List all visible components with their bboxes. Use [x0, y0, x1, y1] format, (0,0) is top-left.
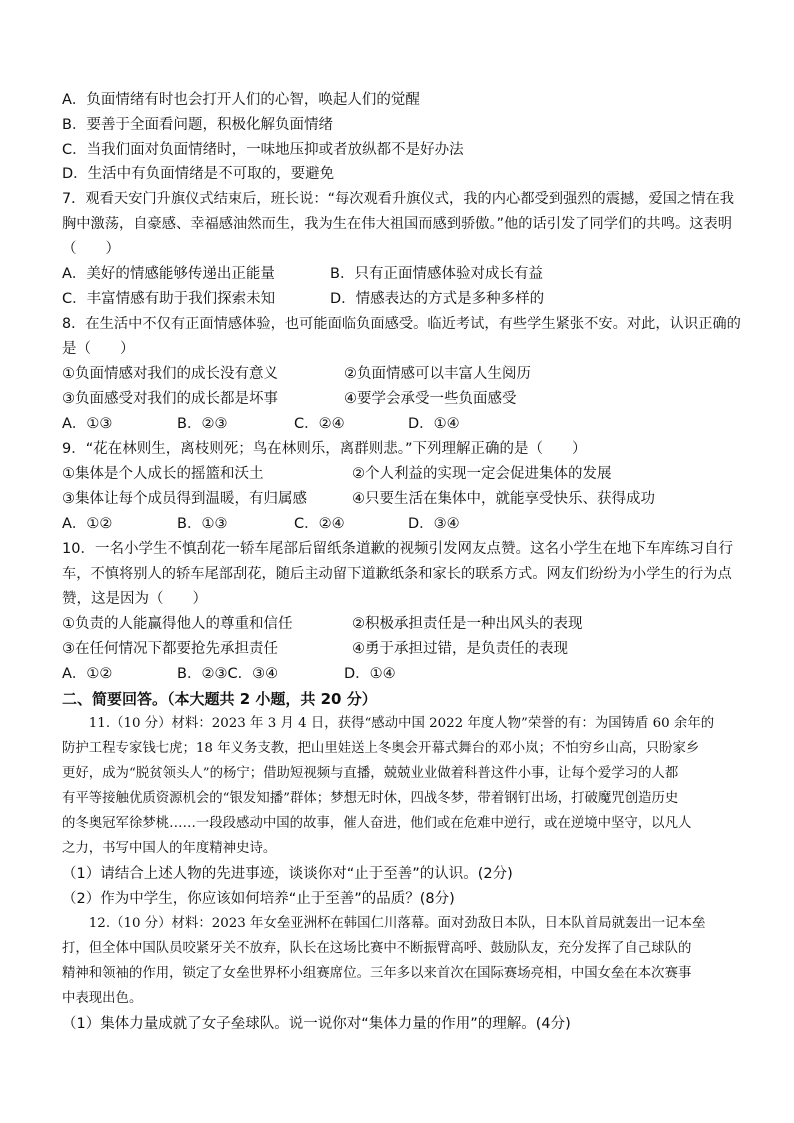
q7-stem-line2: 胸中激荡，自豪感、幸福感油然而生，我为生在伟大祖国而感到骄傲。”他的话引发了同学们的共鸣。这表明 — [62, 216, 733, 232]
q7-option-d: D．情感表达的方式是多种多样的 — [330, 291, 545, 307]
q8-option-c: C．②④ — [294, 416, 345, 432]
q12-material-line1: 12.（10 分）材料：2023 年女垒亚洲杯在韩国仁川落幕。面对劲敌日本队，日本队首局就轰出一记本垒 — [62, 916, 706, 931]
q6-option-d: D．生活中有负面情绪是不可取的，要避免 — [62, 166, 335, 182]
q8-statement-3: ③负面感受对我们的成长都是坏事 — [62, 391, 278, 407]
q12-material-line4: 中表现出色。 — [62, 991, 143, 1006]
q9-statement-3: ③集体让每个成员得到温暖，有归属感 — [62, 491, 307, 507]
q10-statement-4: ④勇于承担过错，是负责任的表现 — [352, 641, 568, 657]
q6-option-b: B．要善于全面看问题，积极化解负面情绪 — [62, 117, 333, 133]
q10-stem-line2: 车，不慎将别人的轿车尾部刮花，随后主动留下道歉纸条和家长的联系方式。网友们纷纷为小学生的行为点 — [62, 566, 732, 582]
q10-stem-line3: 赞，这是因为（ ） — [62, 591, 207, 607]
q8-stem-line2: 是（ ） — [62, 341, 135, 357]
q11-subquestion-1: （1）请结合上述人物的先进事迹，谈谈你对“止于至善”的认识。(2分) — [62, 866, 513, 882]
section-heading: 二、简要回答。（本大题共 2 小题，共 20 分） — [62, 690, 377, 708]
q7-option-a: A．美好的情感能够传递出正能量 — [62, 266, 275, 282]
q9-option-d: D．③④ — [408, 516, 460, 532]
q8-statement-2: ②负面情感可以丰富人生阅历 — [344, 366, 531, 382]
q9-option-c: C．②④ — [294, 516, 345, 532]
q11-material-line3: 更好，成为“脱贫领头人”的杨宁；借助短视频与直播，兢兢业业做着科普这件小事，让每个爱学习的人都 — [62, 766, 679, 781]
q8-option-d: D．①④ — [408, 416, 460, 432]
q10-option-bc: B．②③C．③④ — [177, 666, 279, 682]
q11-material-line4: 有平等接触优质资源机会的“银发知播”群体；梦想无时休，四战冬梦，带着钢钉出场，打破魔咒创造历史 — [62, 791, 679, 806]
q7-option-c: C．丰富情感有助于我们探索未知 — [62, 291, 276, 307]
q7-stem-line3: （ ） — [62, 241, 120, 257]
q10-statement-3: ③在任何情况下都要抢先承担责任 — [62, 641, 278, 657]
q7-option-b: B．只有正面情感体验对成长有益 — [330, 266, 543, 282]
q8-option-b: B．②③ — [177, 416, 228, 432]
q9-option-b: B．①③ — [177, 516, 228, 532]
q10-statement-2: ②积极承担责任是一种出风头的表现 — [352, 616, 583, 632]
q10-statement-1: ①负责的人能赢得他人的尊重和信任 — [62, 616, 293, 632]
q9-option-a: A．①② — [62, 516, 113, 532]
q9-statement-2: ②个人利益的实现一定会促进集体的发展 — [352, 466, 612, 482]
q11-material-line5: 的冬奥冠军徐梦桃……一段段感动中国的故事，催人奋进，他们或在危难中逆行，或在逆境中坚守，以凡人 — [62, 816, 692, 831]
q8-option-a: A．①③ — [62, 416, 113, 432]
q12-material-line2: 打，但全体中国队员咬紧牙关不放弃，队长在这场比赛中不断振臂高呼、鼓励队友，充分发挥了自己球队的 — [62, 941, 692, 956]
q7-stem-line1: 7．观看天安门升旗仪式结束后，班长说：“每次观看升旗仪式，我的内心都受到强烈的震撼，爱国之情在我 — [62, 191, 734, 207]
q9-statement-1: ①集体是个人成长的摇篮和沃土 — [62, 466, 264, 482]
q8-statement-1: ①负面情感对我们的成长没有意义 — [62, 366, 278, 382]
q11-material-line6: 之力，书写中国人的年度精神史诗。 — [62, 841, 277, 856]
q8-stem-line1: 8．在生活中不仅有正面情感体验，也可能面临负面感受。临近考试，有些学生紧张不安。对此，认识正确的 — [62, 316, 741, 332]
q8-statement-4: ④要学会承受一些负面感受 — [344, 391, 517, 407]
q10-stem-line1: 10．一名小学生不慎刮花一轿车尾部后留纸条道歉的视频引发网友点赞。这名小学生在地下车库练习自行 — [62, 541, 733, 557]
q9-stem: 9．“花在林则生，离枝则死；鸟在林则乐，离群则悲。”下列理解正确的是（ ） — [62, 441, 587, 457]
q10-option-d: D．①④ — [344, 666, 396, 682]
q11-material-line2: 防护工程专家钱七虎；18 年义务支教，把山里娃送上冬奥会开幕式舞台的邓小岚；不怕穷乡山高，只盼家乡 — [62, 741, 700, 756]
q12-subquestion-1: （1）集体力量成就了女子垒球队。说一说你对“集体力量的作用”的理解。(4分) — [62, 1016, 571, 1032]
q11-material-line1: 11.（10 分）材料：2023 年 3 月 4 日，获得“感动中国 2022 年度人物”荣誉的有：为国铸盾 60 余年的 — [62, 716, 715, 731]
q6-option-c: C．当我们面对负面情绪时，一味地压抑或者放纵都不是好办法 — [62, 142, 464, 158]
q11-subquestion-2: （2）作为中学生，你应该如何培养“止于至善”的品质？(8分) — [62, 891, 455, 907]
q10-option-a: A．①② — [62, 666, 113, 682]
q9-statement-4: ④只要生活在集体中，就能享受快乐、获得成功 — [352, 491, 655, 507]
q12-material-line3: 精神和领袖的作用，锁定了女垒世界杯小组赛席位。三年多以来首次在国际赛场亮相，中国女垒在本次赛事 — [62, 966, 692, 981]
q6-option-a: A．负面情绪有时也会打开人们的心智，唤起人们的觉醒 — [62, 92, 420, 108]
